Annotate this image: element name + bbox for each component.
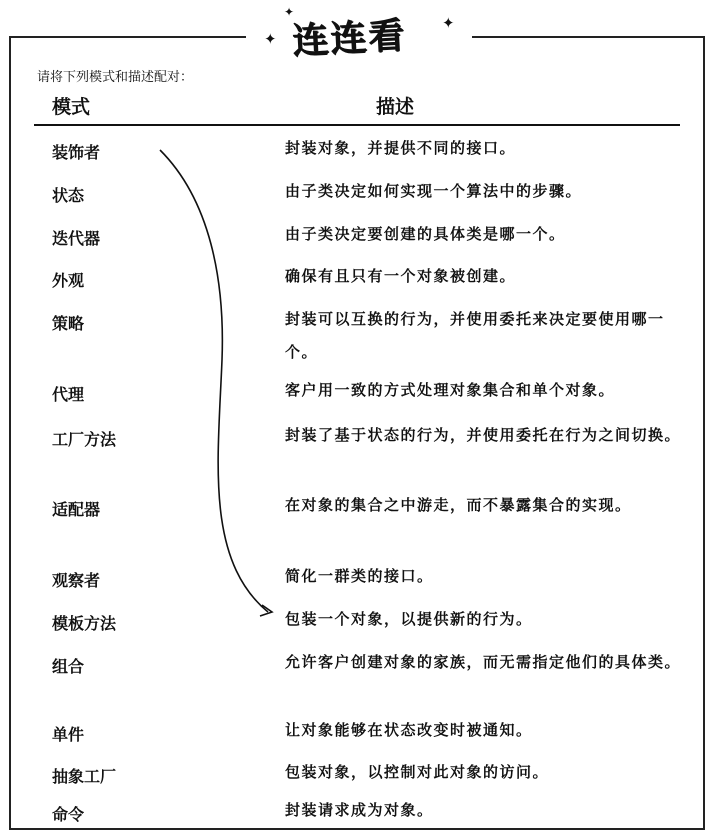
pattern-label[interactable]: 装饰者	[52, 143, 101, 162]
header-rule	[34, 124, 680, 126]
description-text[interactable]: 客户用一致的方式处理对象集合和单个对象。	[285, 381, 616, 399]
description-text[interactable]: 包装对象，以控制对此对象的访问。	[285, 763, 550, 781]
description-text[interactable]: 由子类决定要创建的具体类是哪一个。	[285, 225, 566, 243]
pattern-label[interactable]: 迭代器	[52, 229, 101, 248]
description-column-header: 描述	[376, 96, 415, 118]
star-icon: ✦	[264, 30, 277, 48]
description-text[interactable]: 封装对象，并提供不同的接口。	[285, 139, 517, 157]
pattern-label[interactable]: 适配器	[52, 500, 101, 519]
pattern-label[interactable]: 命令	[52, 805, 85, 824]
description-text[interactable]: 包装一个对象，以提供新的行为。	[285, 610, 533, 628]
pattern-label[interactable]: 抽象工厂	[52, 767, 117, 786]
description-text[interactable]: 在对象的集合之中游走，而不暴露集合的实现。	[285, 496, 632, 514]
description-text[interactable]: 简化一群类的接口。	[285, 567, 434, 585]
pattern-label[interactable]: 单件	[52, 725, 85, 744]
pattern-label[interactable]: 代理	[52, 385, 85, 404]
description-text[interactable]: 封装了基于状态的行为，并使用委托在行为之间切换。	[285, 426, 682, 444]
description-text[interactable]: 由子类决定如何实现一个算法中的步骤。	[285, 182, 583, 200]
star-icon: ✦	[284, 5, 295, 19]
pattern-label[interactable]: 状态	[52, 186, 85, 205]
pattern-label[interactable]: 组合	[52, 657, 85, 676]
pattern-column-header: 模式	[52, 96, 91, 118]
description-text[interactable]: 让对象能够在状态改变时被通知。	[285, 721, 533, 739]
star-icon: ✦	[442, 14, 455, 32]
page-title: 连连看	[291, 15, 408, 62]
pattern-label[interactable]: 观察者	[52, 571, 101, 590]
pattern-label[interactable]: 外观	[52, 271, 85, 290]
description-text[interactable]: 允许客户创建对象的家族，而无需指定他们的具体类。	[285, 653, 682, 671]
description-text[interactable]: 封装请求成为对象。	[285, 801, 434, 819]
instruction-text: 请将下列模式和描述配对：	[37, 70, 194, 85]
title-banner	[262, 2, 458, 62]
pattern-label[interactable]: 工厂方法	[52, 430, 117, 449]
pattern-label[interactable]: 策略	[52, 314, 85, 333]
description-text[interactable]: 确保有且只有一个对象被创建。	[285, 267, 517, 285]
description-text[interactable]: 封装可以互换的行为，并使用委托来决定要使用哪一个。	[285, 310, 665, 361]
pattern-label[interactable]: 模板方法	[52, 614, 117, 633]
